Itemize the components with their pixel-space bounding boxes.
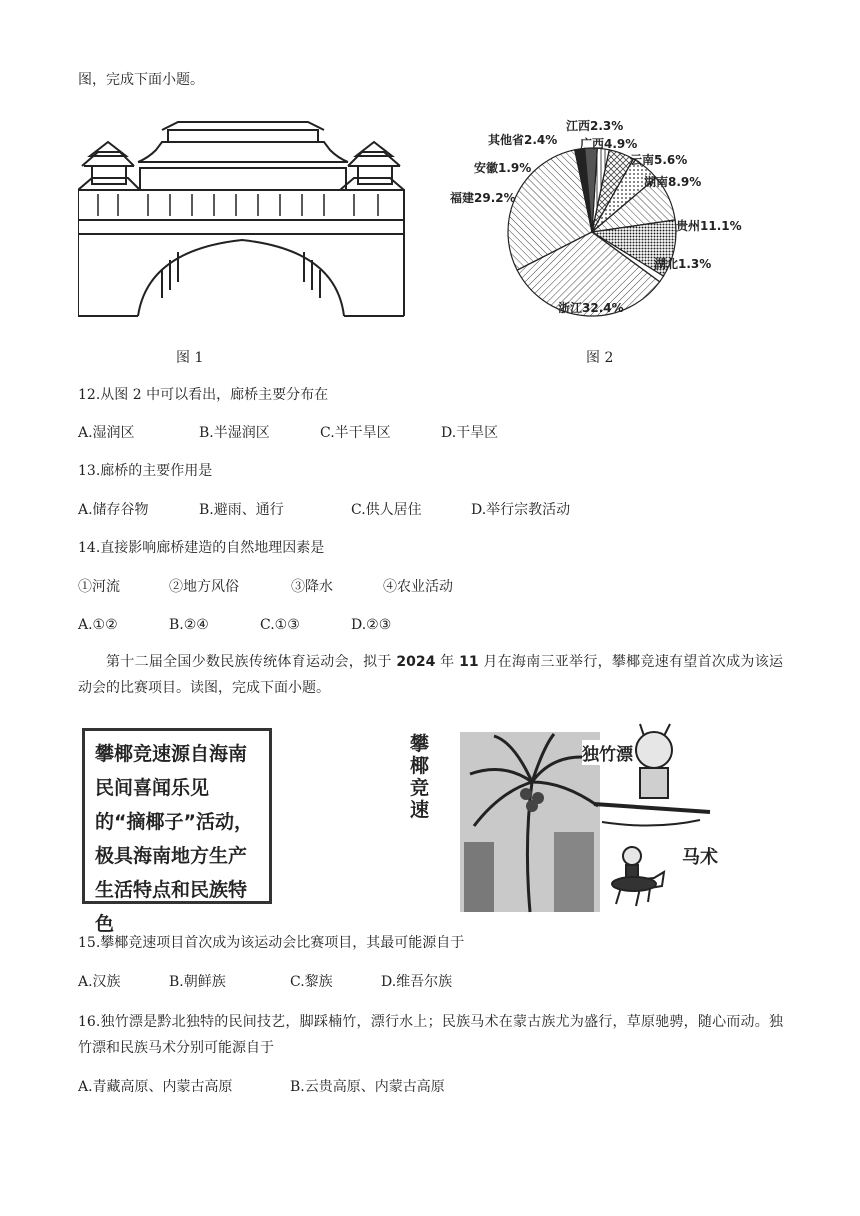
q14-option-a[interactable]: A.①②	[78, 617, 118, 633]
figure2-caption: 图 2	[586, 350, 614, 366]
q16-option-a[interactable]: A.青藏高原、内蒙古高原	[78, 1079, 233, 1095]
intro-fragment: 图，完成下面小题。	[78, 72, 204, 88]
pie-label-3: 湖南8.9%	[644, 175, 702, 189]
pie-label-5: 湖北1.3%	[654, 257, 712, 271]
q12-stem: 12.从图 2 中可以看出，廊桥主要分布在	[78, 387, 329, 403]
pie-label-7: 福建29.2%	[450, 191, 516, 205]
q14-item-3: ③降水	[291, 579, 333, 595]
pie-label-1: 广西4.9%	[580, 137, 638, 151]
pie-label-6: 浙江32.4%	[558, 301, 624, 315]
q13-option-b[interactable]: B.避雨、通行	[199, 502, 284, 518]
covered-bridge-figure	[78, 120, 408, 320]
pie-label-9: 其他省2.4%	[488, 133, 558, 147]
pie-chart	[440, 112, 780, 322]
q15-option-b[interactable]: B.朝鲜族	[169, 974, 226, 990]
q15-stem: 15.攀椰竞速项目首次成为该运动会比赛项目，其最可能源自于	[78, 935, 465, 951]
q15-option-a[interactable]: A.汉族	[78, 974, 121, 990]
q13-option-c[interactable]: C.供人居住	[351, 502, 422, 518]
q12-option-b[interactable]: B.半湿润区	[199, 425, 270, 441]
q16-stem: 16.独竹漂是黔北独特的民间技艺，脚踩楠竹，漂行水上；民族马术在蒙古族尤为盛行，草原驰骋，随心而动。独竹漂和民族马术分别可能源自于	[78, 1014, 783, 1056]
q13-stem: 13.廊桥的主要作用是	[78, 463, 213, 479]
figure1-caption: 图 1	[176, 350, 204, 366]
q14-item-4: ④农业活动	[383, 579, 453, 595]
q16-option-b[interactable]: B.云贵高原、内蒙古高原	[290, 1079, 445, 1095]
passage2-part1: 第十二届全国少数民族传统体育运动会，拟于	[106, 654, 397, 670]
pie-label-2: 云南5.6%	[630, 153, 688, 167]
q14-option-b[interactable]: B.②④	[169, 617, 209, 633]
q12-option-c[interactable]: C.半干旱区	[320, 425, 391, 441]
q14-stem: 14.直接影响廊桥建造的自然地理因素是	[78, 540, 325, 556]
climbing-description-box: 攀椰竞速源自海南民间喜闻乐见的“摘椰子”活动，极具海南地方生产生活特点和民族特色	[82, 728, 272, 904]
label-bamboo-rafting: 独竹漂	[582, 740, 633, 765]
q14-item-2: ②地方风俗	[169, 579, 239, 595]
label-climbing: 攀椰竞速	[410, 733, 430, 821]
q15-option-c[interactable]: C.黎族	[290, 974, 333, 990]
q14-item-1: ①河流	[78, 579, 120, 595]
sports-illustration	[404, 722, 734, 914]
q13-option-d[interactable]: D.举行宗教活动	[471, 502, 571, 518]
label-horsemanship: 马术	[682, 847, 718, 868]
q15-option-d[interactable]: D.维吾尔族	[381, 974, 453, 990]
q12-option-d[interactable]: D.干旱区	[441, 425, 499, 441]
pie-label-4: 贵州11.1%	[676, 219, 742, 233]
passage2	[78, 649, 783, 701]
q14-option-d[interactable]: D.②③	[351, 617, 392, 633]
pie-label-8: 安徽1.9%	[474, 161, 532, 175]
q14-option-c[interactable]: C.①③	[260, 617, 300, 633]
passage2-year: 2024	[396, 654, 436, 670]
q13-option-a[interactable]: A.储存谷物	[78, 502, 149, 518]
passage2-month: 11	[459, 654, 479, 670]
pie-label-0: 江西2.3%	[566, 119, 624, 133]
passage2-part2: 年	[435, 654, 460, 670]
q12-option-a[interactable]: A.湿润区	[78, 425, 135, 441]
passage2-part3: 月在海南三亚举行，攀椰竞速有望首次成为该运动会的比赛项目。读图，完成下面小题。	[78, 654, 784, 696]
